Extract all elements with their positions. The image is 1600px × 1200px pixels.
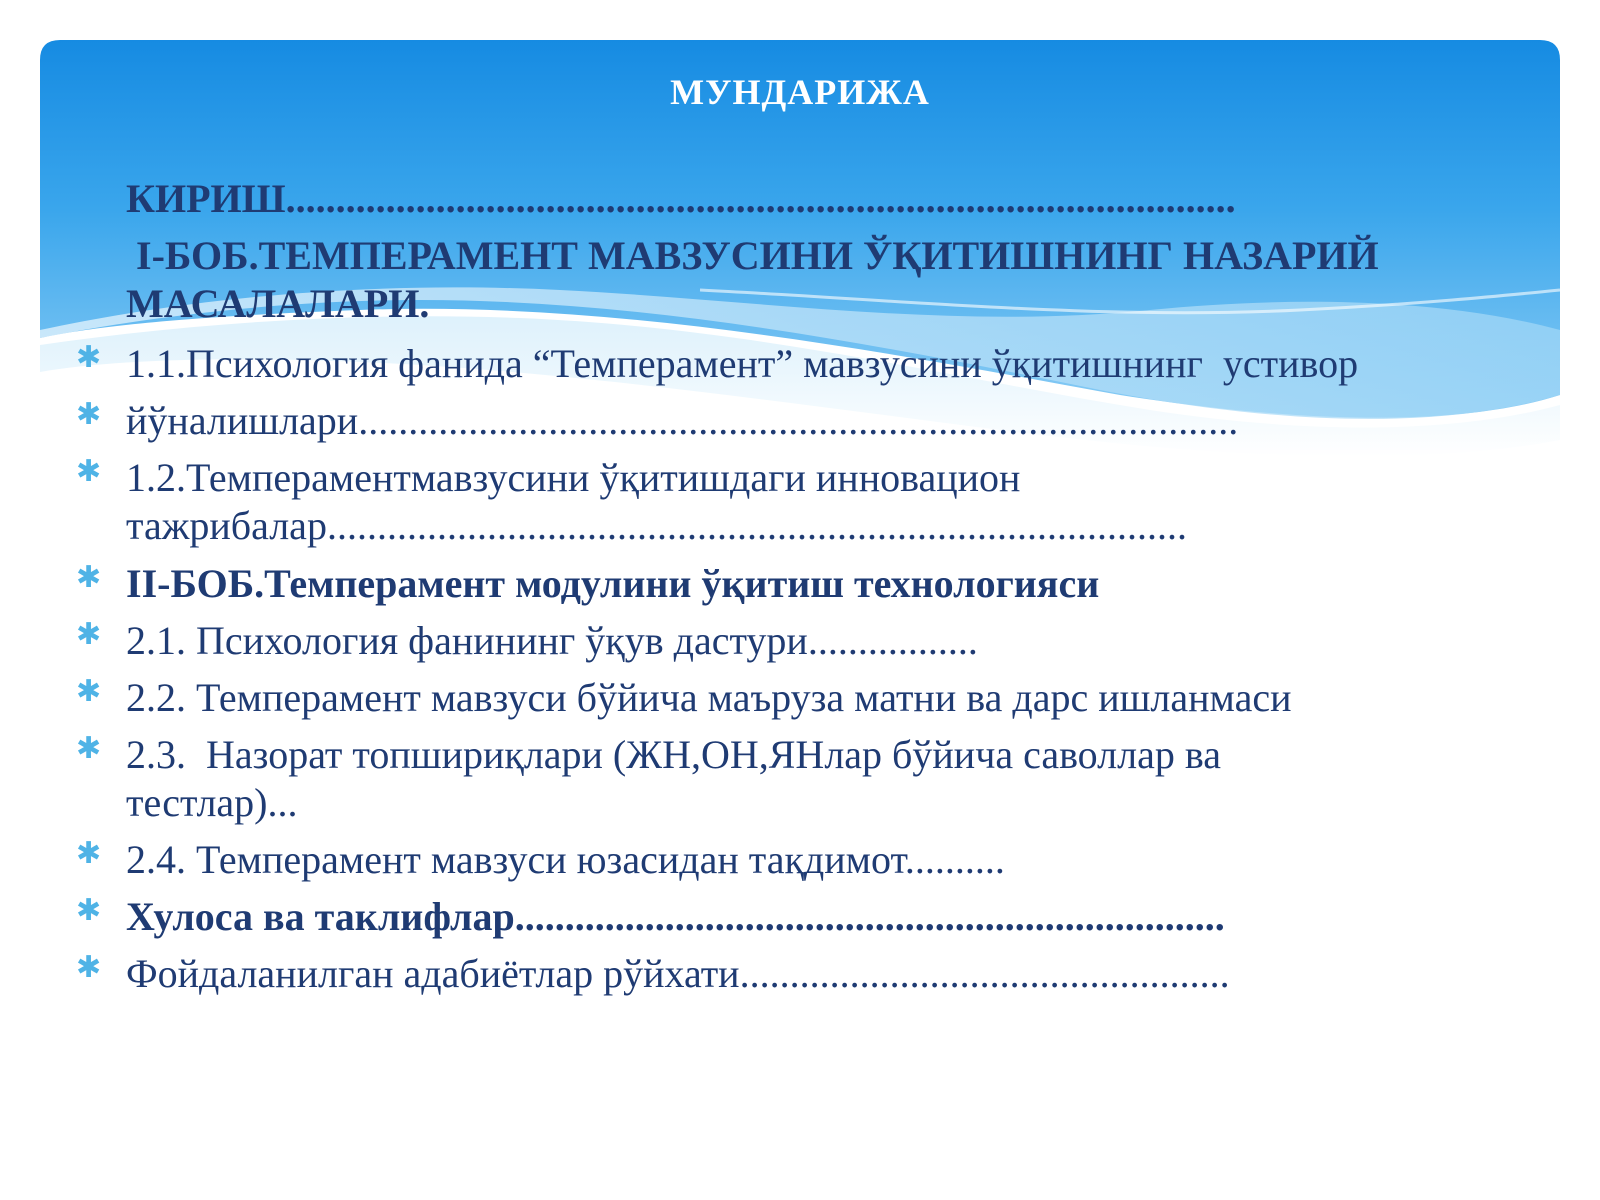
toc-item-text: 1.1.Психология фанида “Темперамент” мавзусини ўқитишнинг устивор — [126, 341, 1359, 386]
toc-item-text: 1.2.Темпераментмавзусини ўқитишдаги инновацион — [126, 455, 1021, 500]
toc-item-text: 2.2. Темперамент мавзуси бўйича маъруза матни ва дарс ишланмаси — [126, 675, 1292, 720]
toc-item-text: 2.3. Назорат топшириқлари (ЖН,ОН,ЯНлар бўйича саволлар ва — [126, 732, 1221, 777]
toc-item-text-line-2: тестлар)... — [126, 780, 298, 825]
asterisk-icon: ✱ — [76, 674, 102, 709]
toc-item-text: 2.1. Психология фанининг ўқув дастури................. — [126, 618, 978, 663]
toc-item-text: II-БОБ.Темперамент модулини ўқитиш технологияси — [126, 561, 1100, 606]
asterisk-icon: ✱ — [76, 340, 102, 375]
asterisk-icon: ✱ — [76, 731, 102, 766]
chapter-1-heading-line-2: МАСАЛАЛАРИ. — [126, 281, 430, 326]
asterisk-icon: ✱ — [76, 560, 102, 595]
intro-heading: КИРИШ............................................................................................... — [126, 176, 1236, 221]
toc-item-text: Хулоса ва таклифлар....................................................................... — [126, 894, 1225, 939]
asterisk-icon: ✱ — [76, 397, 102, 432]
asterisk-icon: ✱ — [76, 893, 102, 928]
asterisk-icon: ✱ — [76, 617, 102, 652]
asterisk-icon: ✱ — [76, 950, 102, 985]
slide-title: МУНДАРИЖА — [670, 72, 930, 112]
asterisk-icon: ✱ — [76, 836, 102, 871]
toc-item-text: йўналишлари........................................................................................ — [126, 398, 1239, 443]
toc-item-text: 2.4. Темперамент мавзуси юзасидан тақдимот.......... — [126, 837, 1005, 882]
toc-item-text: Фойдаланилган адабиётлар рўйхати................................................. — [126, 951, 1230, 996]
asterisk-icon: ✱ — [76, 454, 102, 489]
toc-item-text-line-2: тажрибалар...................................................................................... — [126, 503, 1187, 548]
chapter-1-heading-line-1: I-БОБ.ТЕМПЕРАМЕНТ МАВЗУСИНИ ЎҚИТИШНИНГ НАЗАРИЙ — [136, 233, 1379, 278]
